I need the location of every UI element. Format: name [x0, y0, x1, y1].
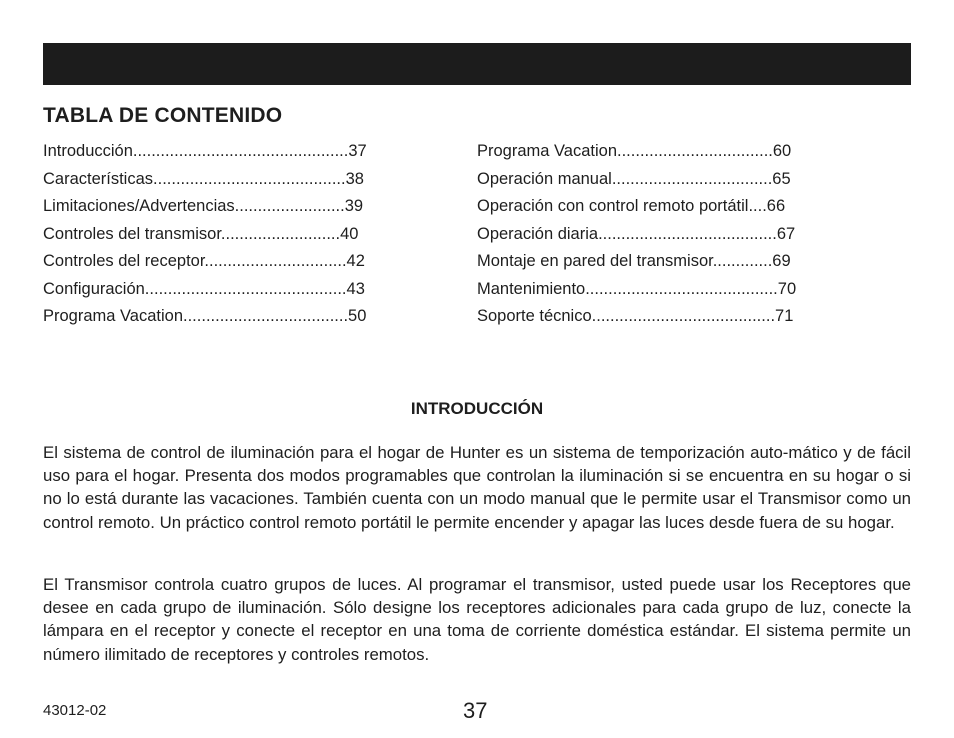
toc-entry[interactable]: Limitaciones/Advertencias........................39 — [43, 197, 364, 215]
toc-entry[interactable]: Configuración............................................43 — [43, 279, 365, 298]
toc-entry[interactable]: Características..........................................38 — [43, 169, 364, 188]
toc-title: TABLA DE CONTENIDO — [43, 104, 283, 127]
section-heading-introduccion: INTRODUCCIÓN — [410, 399, 544, 418]
toc-entry[interactable]: Introducción...............................................37 — [43, 142, 367, 160]
toc-entry[interactable]: Operación manual...................................65 — [477, 169, 791, 188]
toc-column-left — [43, 140, 443, 333]
intro-paragraph-2: El Transmisor controla cuatro grupos de luces. Al programar el transmisor, usted puede usar los Receptores que desee en cada grupo de iluminación. Sólo designe los receptores adicionales para cada grupo de luz, conecte la lámpara en el receptor y conecte el receptor en una toma de corriente doméstica estándar. El sistema permite un número ilimitado de receptores y controles remotos. — [43, 575, 911, 664]
toc-entry[interactable]: Programa Vacation..................................60 — [477, 142, 792, 160]
page-number: 37 — [463, 698, 488, 723]
toc-entry[interactable]: Controles del receptor...............................42 — [43, 252, 365, 270]
toc-entry[interactable]: Montaje en pared del transmisor.............69 — [477, 252, 791, 270]
header-bar — [43, 43, 911, 85]
toc-entry[interactable]: Controles del transmisor..........................40 — [43, 224, 359, 243]
toc-entry[interactable]: Programa Vacation....................................50 — [43, 307, 367, 325]
intro-paragraph-1: El sistema de control de iluminación para el hogar de Hunter es un sistema de temporización auto-mático y de fácil uso para el hogar. Presenta dos modos programables que controlan la iluminación si se encuentra en su hogar o si no lo está durante las vacaciones. También cuenta con un modo manual que le permite usar el Transmisor como un control remoto. Un práctico control remoto portátil le permite encender y apagar las luces desde fuera de su hogar. — [43, 443, 911, 532]
toc-entry[interactable]: Mantenimiento..........................................70 — [477, 279, 797, 298]
toc-entry[interactable]: Operación con control remoto portátil....66 — [477, 197, 786, 215]
toc-column-right — [477, 140, 897, 333]
toc-entry[interactable]: Operación diaria.......................................67 — [477, 224, 796, 243]
toc-entry[interactable]: Soporte técnico........................................71 — [477, 307, 794, 325]
document-code: 43012-02 — [43, 702, 107, 719]
